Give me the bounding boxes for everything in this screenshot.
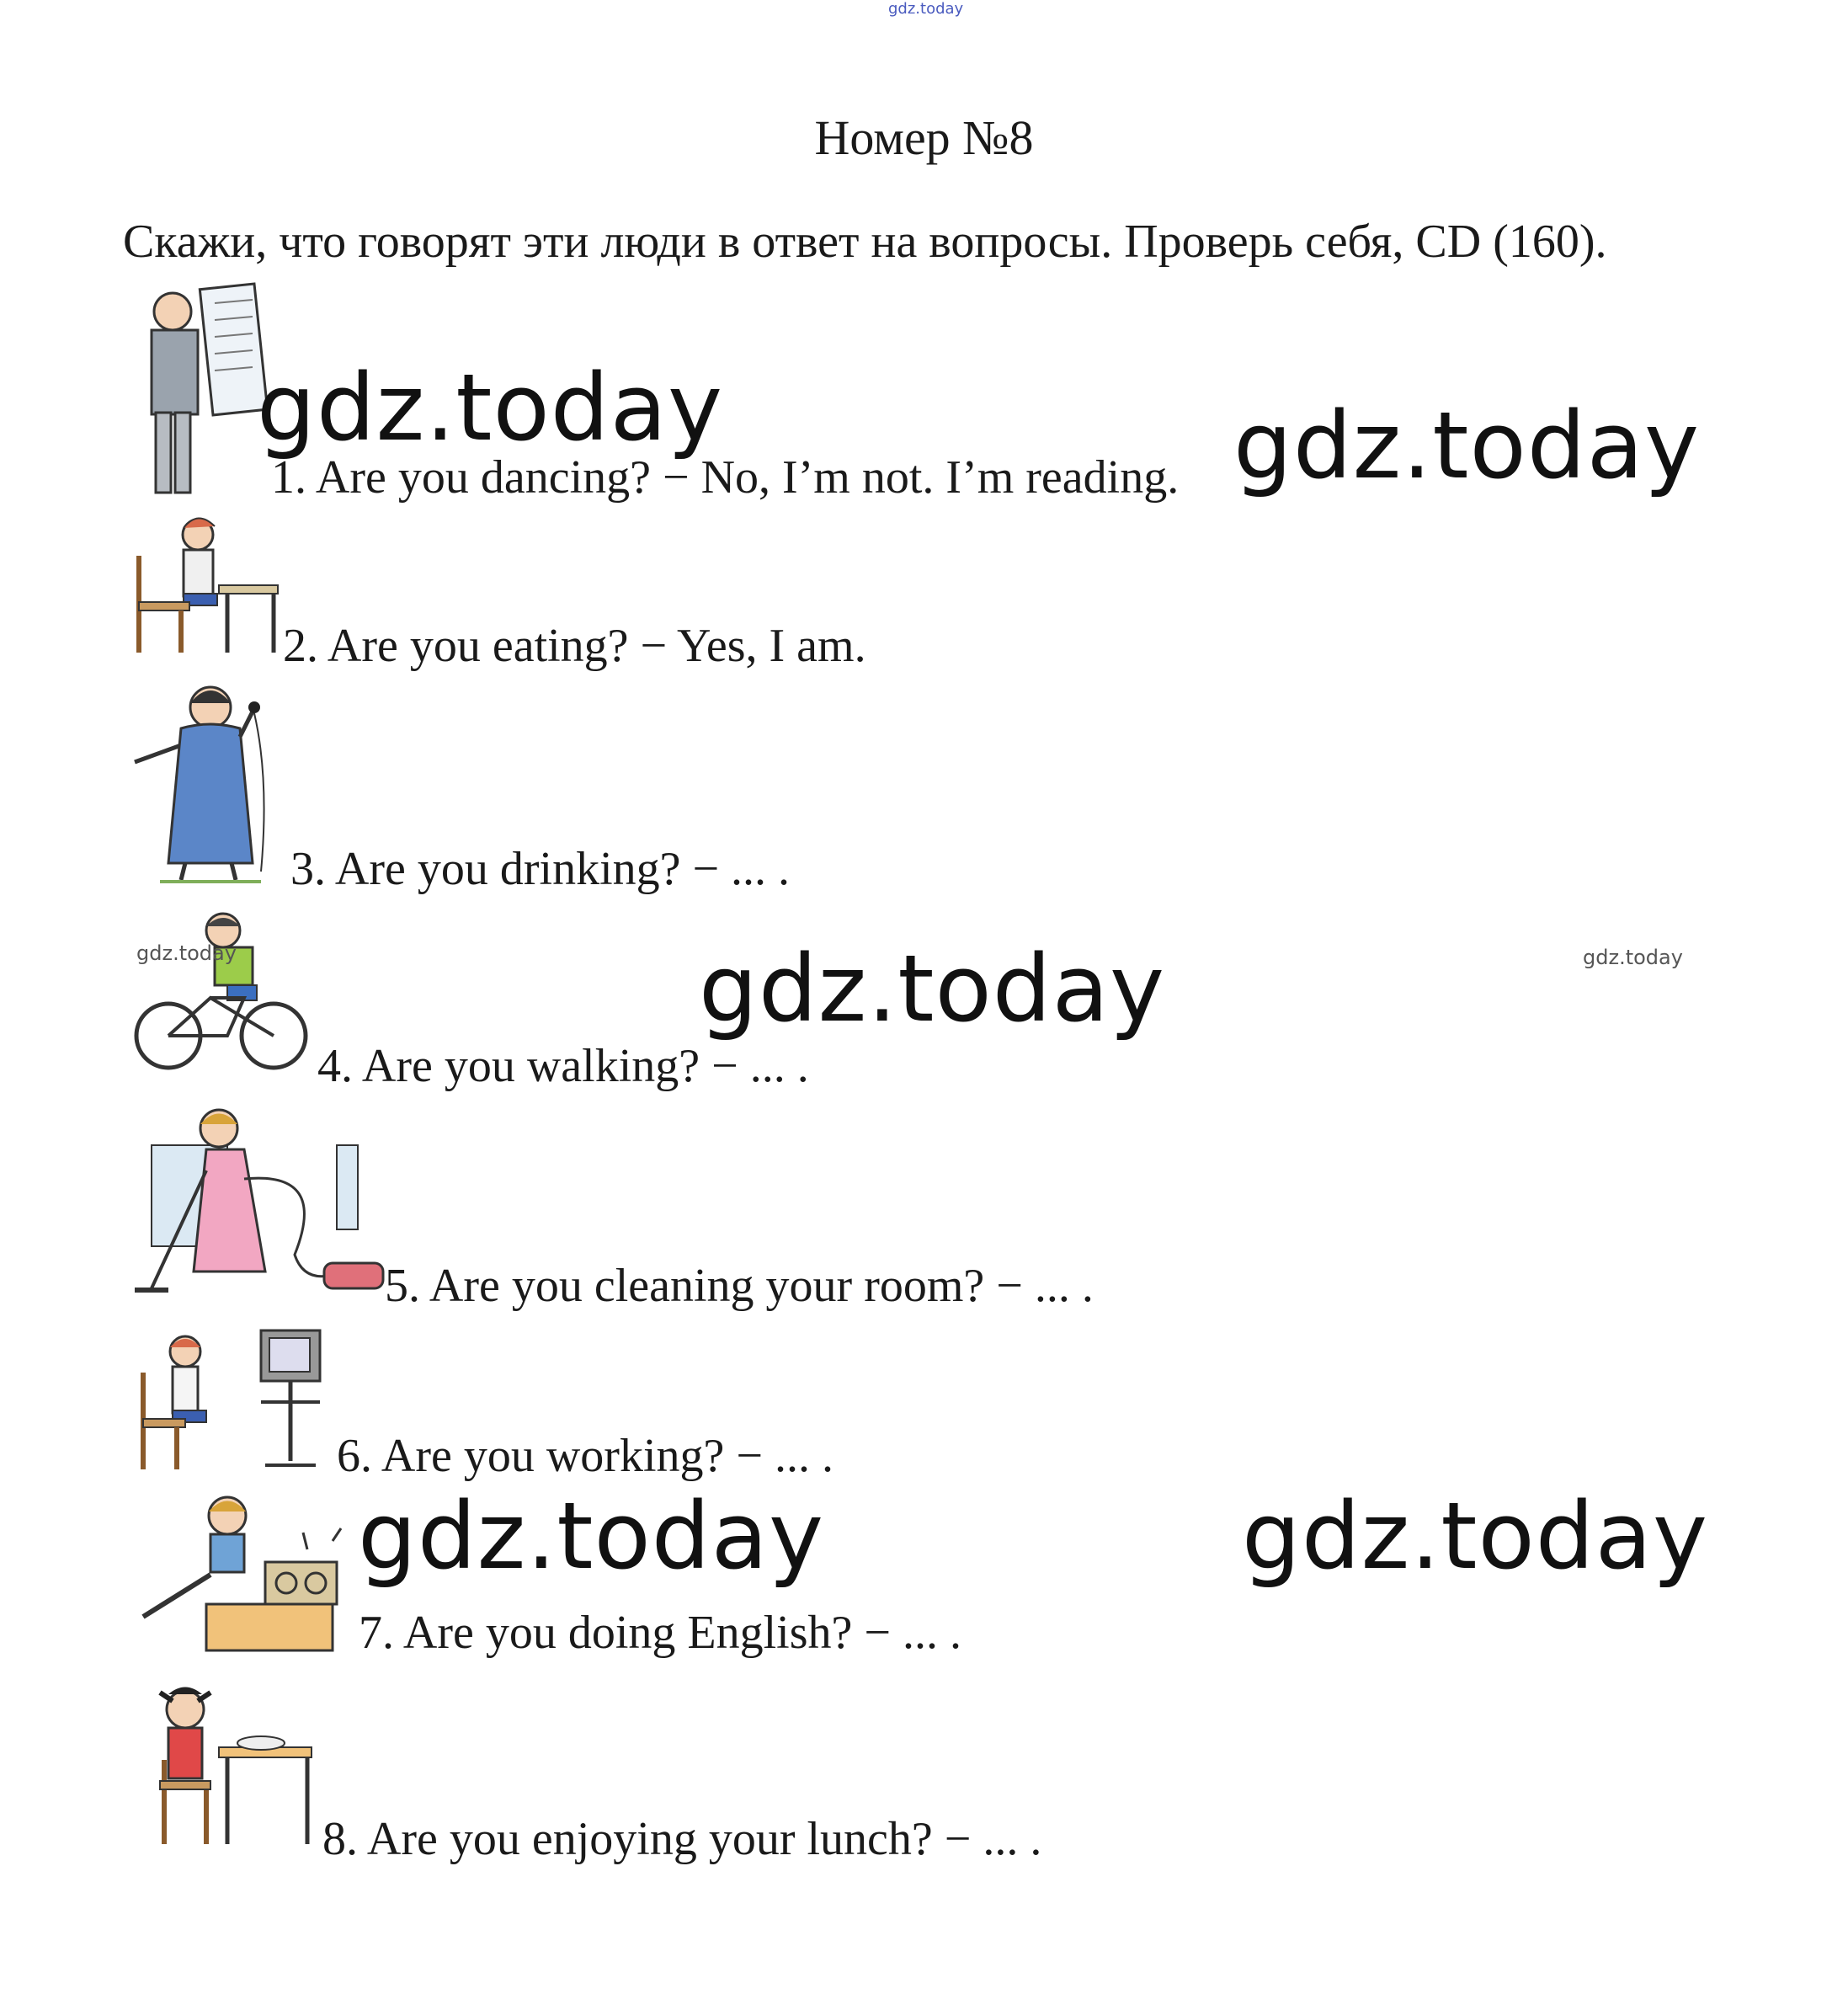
watermark-small: gdz.today	[136, 941, 237, 965]
question-2: 2. Are you eating? − Yes, I am.	[283, 620, 866, 672]
question-5: 5. Are you cleaning your room? − ... .	[385, 1260, 1094, 1312]
boy-listening-radio-icon	[135, 1490, 345, 1655]
watermark-text: gdz.today	[257, 354, 724, 461]
woman-singing-microphone-icon	[135, 678, 286, 884]
watermark-text: gdz.today	[358, 1482, 825, 1590]
question-4: 4. Are you walking? − ... .	[317, 1040, 809, 1092]
top-watermark: gdz.today	[888, 0, 964, 18]
instruction-text: Скажи, что говорят эти люди в ответ на вопросы. Проверь себя, CD (160).	[123, 216, 1607, 268]
page-title: Номер №8	[814, 110, 1034, 165]
watermark-text: gdz.today	[1233, 392, 1701, 499]
question-6: 6. Are you working? − ... .	[337, 1430, 833, 1482]
watermark-small: gdz.today	[1583, 946, 1683, 969]
question-7: 7. Are you doing English? − ... .	[359, 1607, 961, 1659]
watermark-text: gdz.today	[1242, 1482, 1709, 1590]
question-3: 3. Are you drinking? − ... .	[290, 843, 791, 895]
question-1: 1. Are you dancing? − No, I’m not. I’m reading.	[271, 451, 1180, 504]
question-8: 8. Are you enjoying your lunch? − ... .	[322, 1813, 1042, 1865]
girl-angry-lunch-icon	[135, 1676, 320, 1853]
boy-riding-bicycle-icon	[135, 905, 312, 1074]
girl-watching-tv-icon	[135, 1326, 328, 1478]
watermark-text: gdz.today	[699, 935, 1166, 1042]
woman-vacuuming-icon	[135, 1103, 387, 1305]
man-reading-newspaper-icon	[135, 278, 269, 497]
girl-eating-at-table-icon	[135, 509, 282, 661]
